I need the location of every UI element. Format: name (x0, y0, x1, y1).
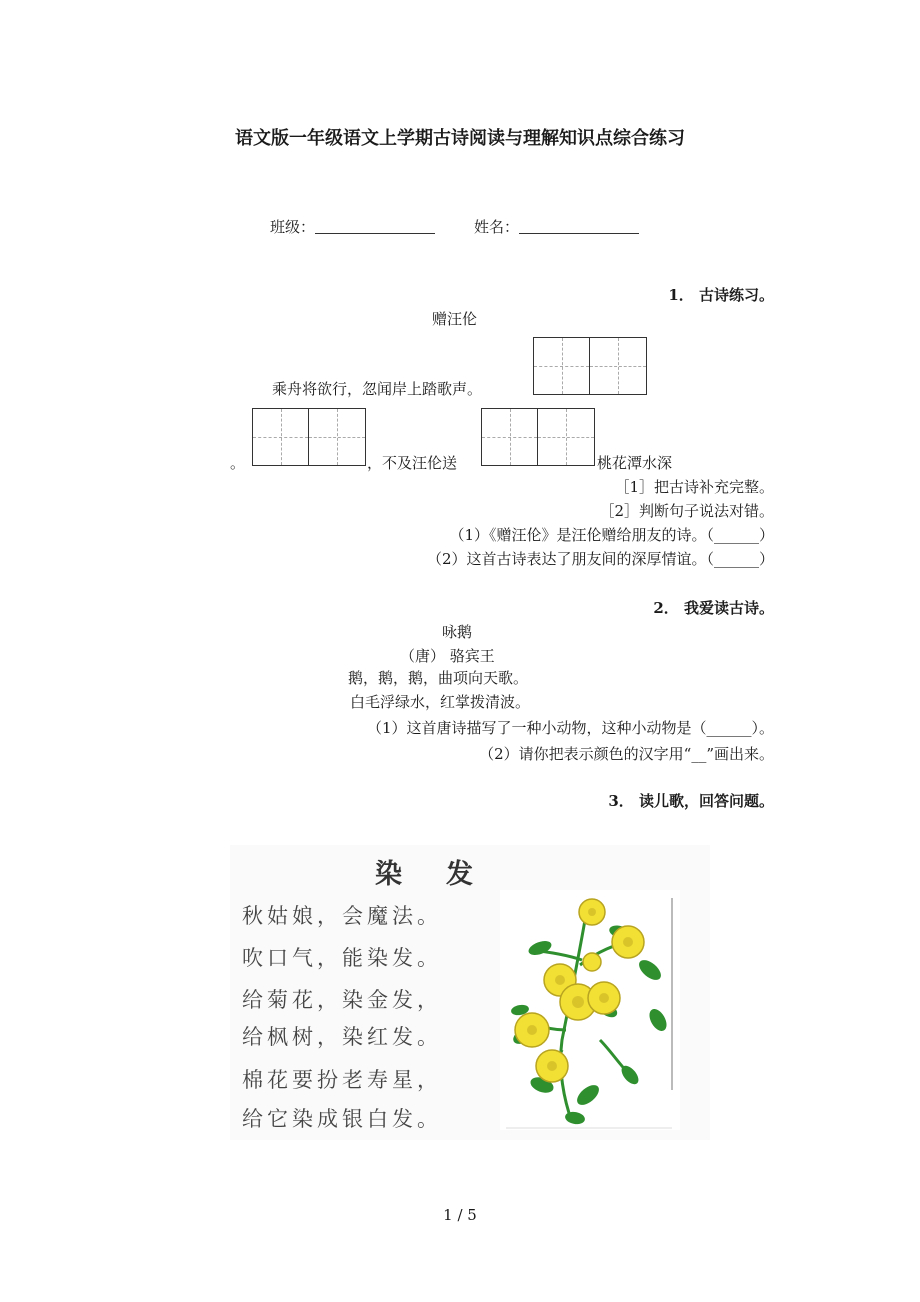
tianzige-box-1[interactable] (533, 337, 647, 395)
q1-poem-title: 赠汪伦 (432, 310, 478, 328)
q2-sub2: （2）请你把表示颜色的汉字用“__”画出来。 (479, 745, 774, 763)
rhyme-title: 染发 (375, 859, 517, 890)
q1-sub2-item1: （1）《赠汪伦》是汪伦赠给朋友的诗。（______） (449, 526, 774, 544)
page-title: 语文版一年级语文上学期古诗阅读与理解知识点综合练习 (235, 128, 685, 149)
q1-line2-period: 。 (230, 454, 246, 472)
q1-line2-end: 桃花潭水深 (597, 454, 673, 472)
q2-poem-author: （唐） 骆宾王 (400, 647, 495, 665)
chrysanthemum-illustration (500, 890, 680, 1130)
name-field (474, 216, 639, 237)
q1-line2-middle: ，不及汪伦送 (367, 454, 458, 472)
q2-poem-line1: 鹅，鹅，鹅，曲项向天歌。 (348, 669, 529, 687)
rhyme-line: 吹口气，能染发。 (242, 946, 442, 970)
rhyme-line: 给它染成银白发。 (242, 1107, 442, 1131)
tianzige-box-3[interactable] (481, 408, 595, 466)
q1-sub1: ［1］把古诗补充完整。 (614, 478, 774, 496)
q1-sub2: ［2］判断句子说法对错。 (599, 502, 774, 520)
class-label: 班级： (270, 218, 316, 236)
rhyme-line: 给枫树，染红发。 (242, 1025, 442, 1049)
tianzige-box-2[interactable] (252, 408, 366, 466)
rhyme-line: 给菊花，染金发， (242, 988, 442, 1012)
page-number: 1 / 5 (443, 1206, 477, 1224)
q2-poem-line2: 白毛浮绿水，红掌拨清波。 (350, 693, 531, 711)
q2-poem-title: 咏鹅 (442, 623, 473, 641)
q3-heading: 3． 读儿歌，回答问题。 (608, 792, 774, 810)
class-field (270, 216, 435, 237)
q1-sub2-item2: （2）这首古诗表达了朋友间的深厚情谊。（______） (426, 550, 774, 568)
rhyme-line: 秋姑娘，会魔法。 (242, 904, 442, 928)
q2-sub1: （1）这首唐诗描写了一种小动物，这种小动物是（______）。 (366, 719, 774, 737)
class-blank[interactable] (315, 219, 435, 234)
rhyme-line: 棉花要扮老寿星， (242, 1068, 442, 1092)
name-blank[interactable] (519, 219, 639, 234)
q2-heading: 2． 我爱读古诗。 (653, 599, 774, 617)
name-label: 姓名： (474, 218, 520, 236)
q1-poem-line1: 乘舟将欲行，忽闻岸上踏歌声。 (272, 380, 483, 398)
q1-heading: 1． 古诗练习。 (668, 286, 774, 304)
